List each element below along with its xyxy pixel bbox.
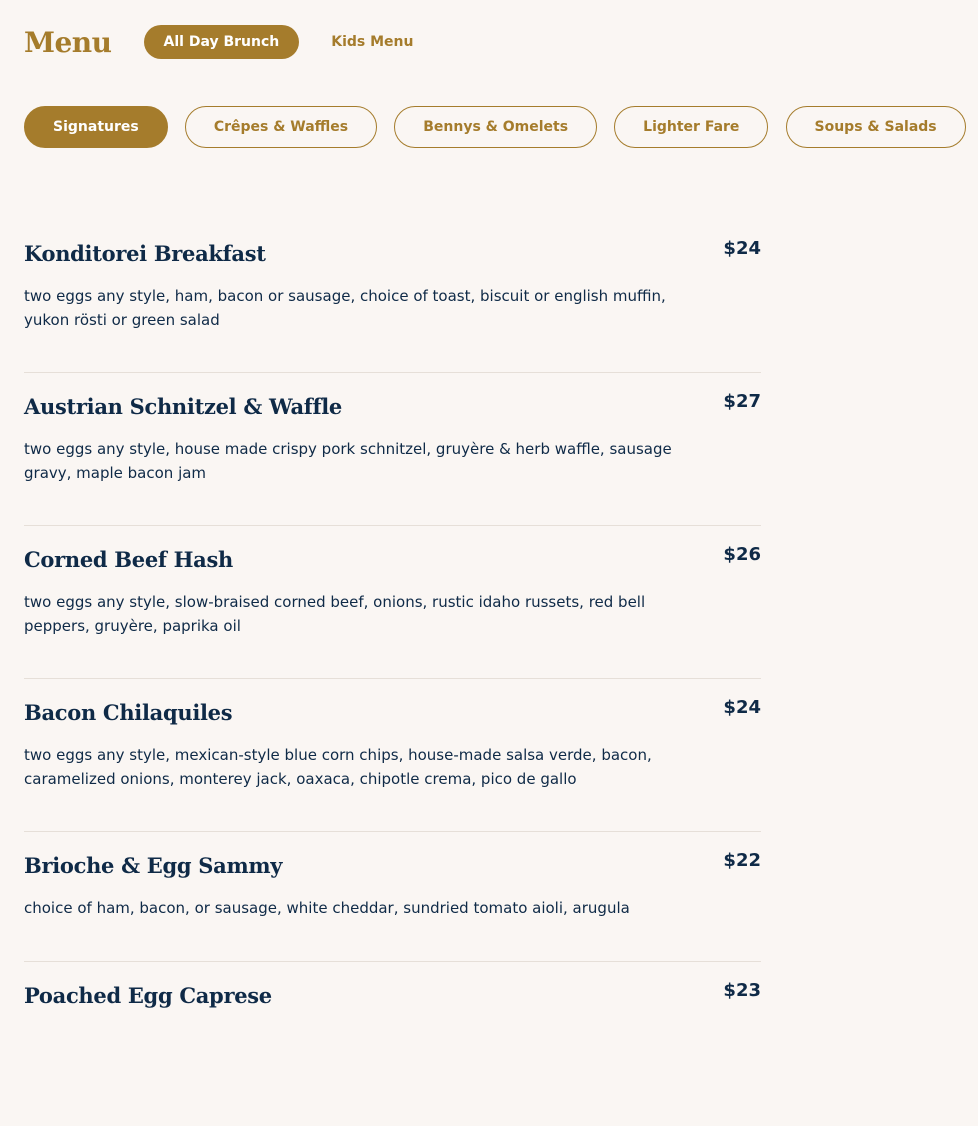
menu-item-price: $23 xyxy=(723,980,761,1001)
menu-item xyxy=(24,526,761,679)
menu-item-price: $22 xyxy=(723,850,761,871)
menu-item xyxy=(24,679,761,832)
category-bar xyxy=(24,106,937,148)
category-bennys-omelets[interactable]: Bennys & Omelets xyxy=(394,106,597,148)
menu-item xyxy=(24,373,761,526)
menu-item-description: two eggs any style, slow-braised corned beef, onions, rustic idaho russets, red bell peppers, gruyère, paprika oil xyxy=(24,593,646,635)
menu-item xyxy=(24,220,761,373)
menu-item-title: Bacon Chilaquiles xyxy=(24,700,233,725)
menu-item-price: $24 xyxy=(723,697,761,718)
category-signatures[interactable]: Signatures xyxy=(24,106,168,148)
menu-item-price: $24 xyxy=(723,238,761,259)
menu-item-description: two eggs any style, mexican-style blue corn chips, house-made salsa verde, bacon, caramelized onions, monterey jack, oaxaca, chipotle crema, pico de gallo xyxy=(24,746,652,788)
menu-item-title: Poached Egg Caprese xyxy=(24,983,272,1008)
menu-item-price: $26 xyxy=(723,544,761,565)
menu-item-title: Austrian Schnitzel & Waffle xyxy=(24,394,342,419)
menu-item-price: $27 xyxy=(723,391,761,412)
menu-item-description: choice of ham, bacon, or sausage, white cheddar, sundried tomato aioli, arugula xyxy=(24,899,630,917)
menu-item-description xyxy=(24,1026,761,1066)
category-soups-salads[interactable]: Soups & Salads xyxy=(786,106,966,148)
menu-item-description: two eggs any style, ham, bacon or sausage, choice of toast, biscuit or english muffin, yukon rösti or green salad xyxy=(24,287,666,329)
tab-all-day-brunch[interactable]: All Day Brunch xyxy=(144,25,300,59)
menu-item-list xyxy=(24,220,761,1066)
menu-item xyxy=(24,832,761,962)
menu-item-title: Corned Beef Hash xyxy=(24,547,233,572)
menu-item-title: Konditorei Breakfast xyxy=(24,241,266,266)
menu-item-description: two eggs any style, house made crispy pork schnitzel, gruyère & herb waffle, sausage gravy, maple bacon jam xyxy=(24,440,672,482)
header-bar xyxy=(24,20,446,64)
menu-item xyxy=(24,962,761,1066)
page-title: Menu xyxy=(24,25,112,59)
menu-item-title: Brioche & Egg Sammy xyxy=(24,853,283,878)
category-lighter-fare[interactable]: Lighter Fare xyxy=(614,106,768,148)
tab-kids-menu[interactable]: Kids Menu xyxy=(331,34,414,50)
category-crepes-waffles[interactable]: Crêpes & Waffles xyxy=(185,106,377,148)
